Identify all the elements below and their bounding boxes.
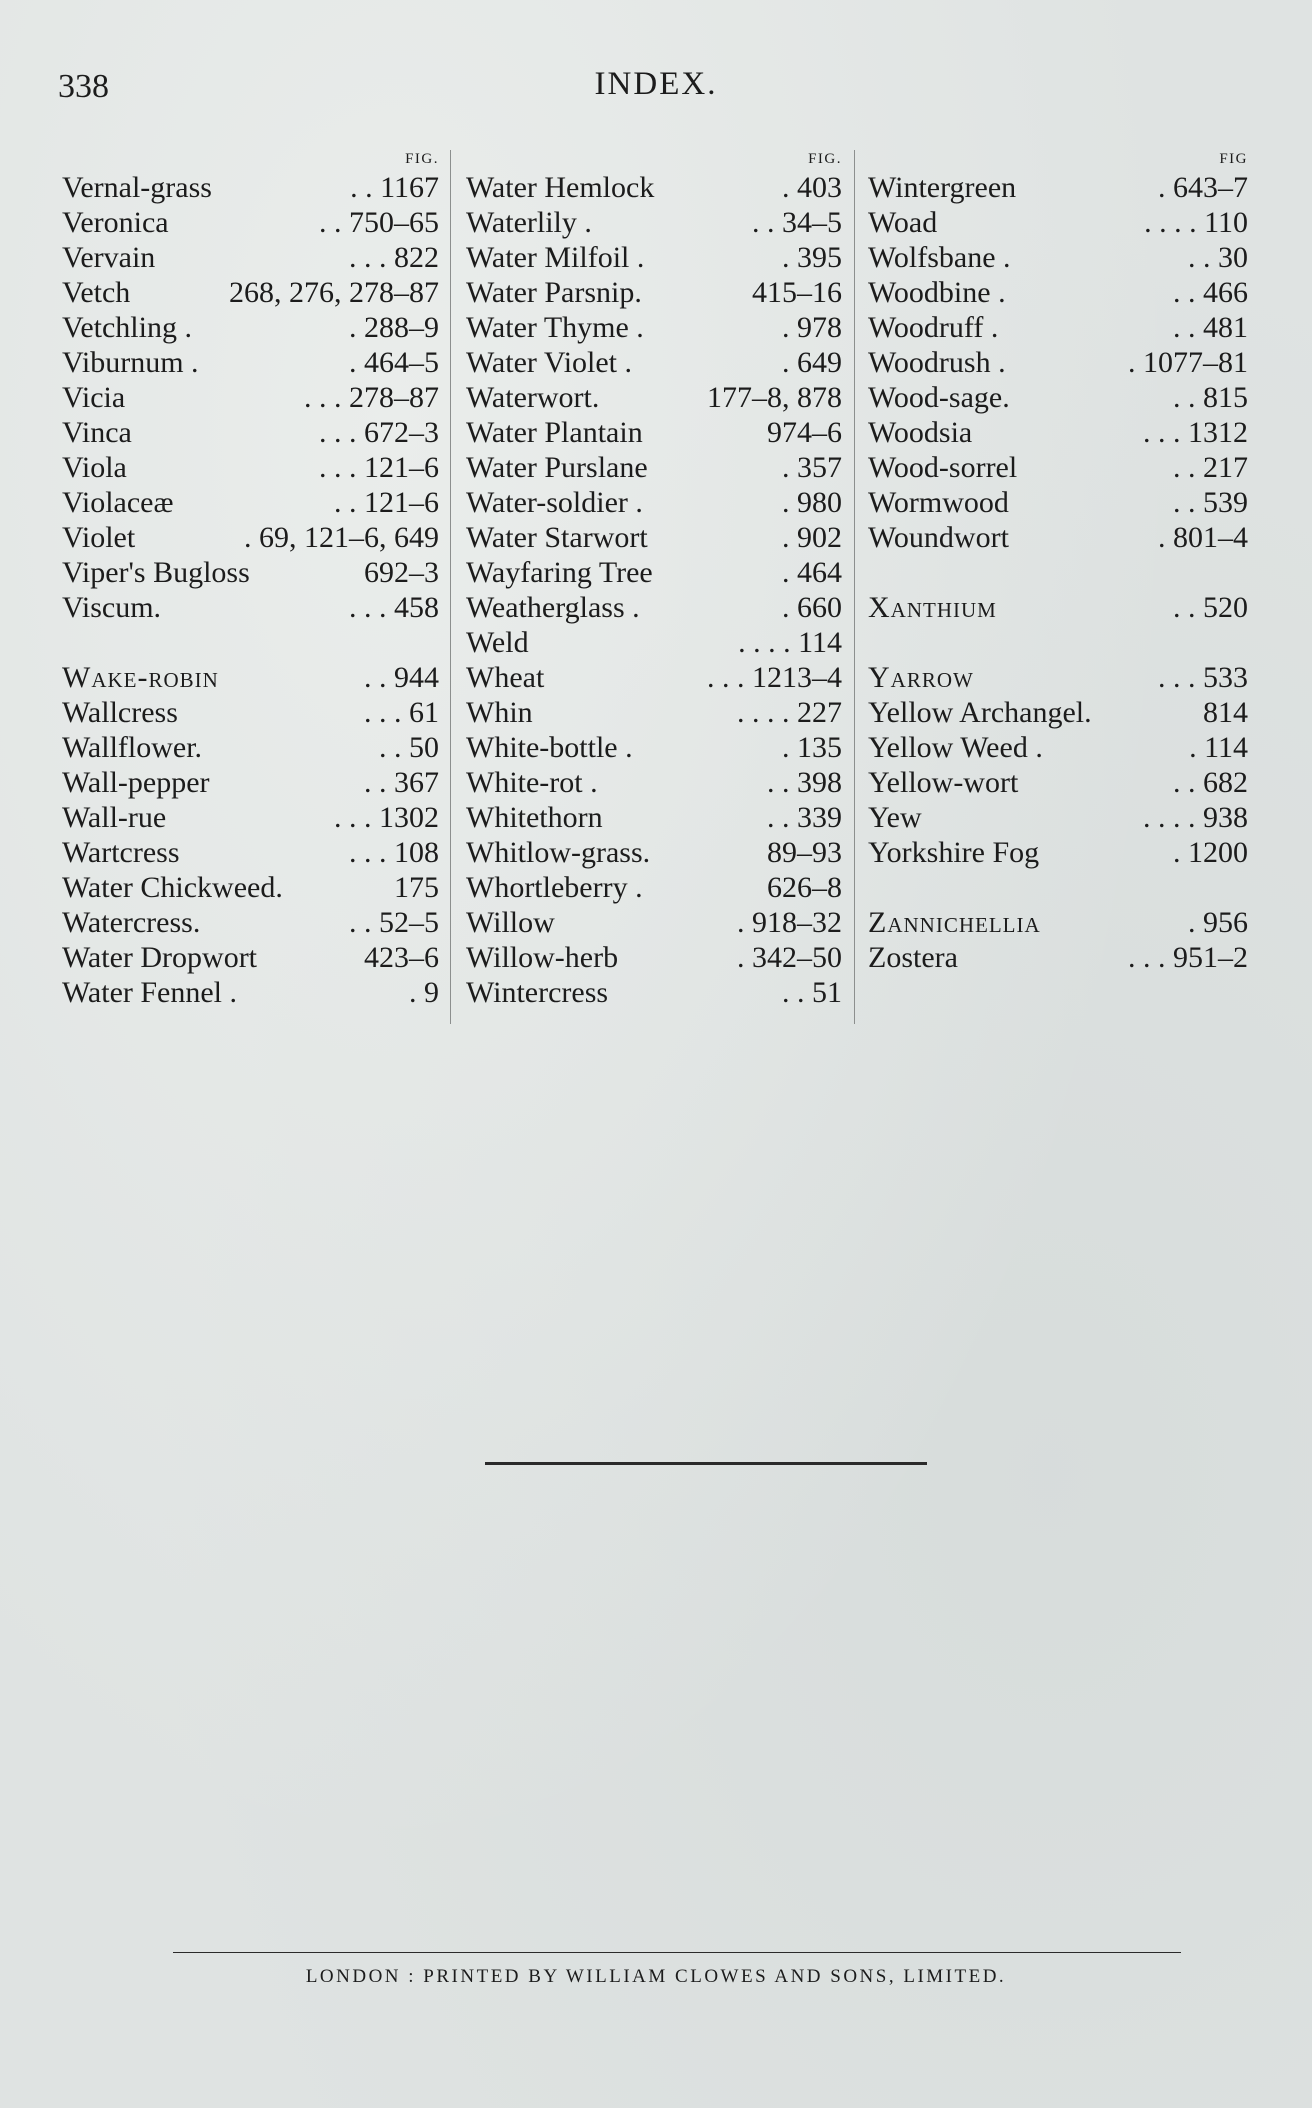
index-entry bbox=[868, 800, 1248, 835]
index-entry bbox=[466, 555, 842, 590]
figure-reference: . . . 1213–4 bbox=[707, 661, 842, 694]
figure-reference: . . 30 bbox=[1188, 241, 1248, 274]
index-entry bbox=[868, 485, 1248, 520]
figure-reference: . . . . 938 bbox=[1143, 801, 1248, 834]
index-term: Wintercress bbox=[466, 976, 609, 1009]
index-entry bbox=[62, 275, 439, 310]
index-entry bbox=[868, 345, 1248, 380]
index-term: White-rot . bbox=[466, 766, 598, 799]
section-gap bbox=[868, 870, 1248, 905]
index-entry bbox=[62, 205, 439, 240]
figure-reference: 175 bbox=[394, 871, 439, 904]
index-term: Yorkshire Fog bbox=[868, 836, 1040, 869]
section-gap bbox=[868, 625, 1248, 660]
figure-reference: . . . 121–6 bbox=[319, 451, 439, 484]
index-entry bbox=[62, 170, 439, 205]
figure-reference: . . 121–6 bbox=[334, 486, 439, 519]
figure-reference: . 464–5 bbox=[349, 346, 439, 379]
figure-reference: . 464 bbox=[782, 556, 842, 589]
index-term: Yellow Archangel. bbox=[868, 696, 1092, 729]
figure-reference: . 1200 bbox=[1173, 836, 1248, 869]
index-entry bbox=[868, 905, 1248, 940]
index-entry bbox=[62, 240, 439, 275]
figure-reference: . 978 bbox=[782, 311, 842, 344]
figure-reference: . 135 bbox=[782, 731, 842, 764]
index-term: Wheat bbox=[466, 661, 545, 694]
column-rule-left bbox=[450, 150, 451, 1024]
index-term: Water Thyme . bbox=[466, 311, 644, 344]
figure-reference: . 956 bbox=[1188, 906, 1248, 939]
index-entry bbox=[466, 485, 842, 520]
index-term: Woad bbox=[868, 206, 938, 239]
index-term: Water Milfoil . bbox=[466, 241, 645, 274]
index-term: Xanthium bbox=[868, 591, 997, 624]
figure-reference: . . 539 bbox=[1173, 486, 1248, 519]
figure-reference: . . 398 bbox=[767, 766, 842, 799]
index-entry bbox=[466, 170, 842, 205]
index-term: Water Fennel . bbox=[62, 976, 238, 1009]
index-term: Veronica bbox=[62, 206, 169, 239]
index-term: Wintergreen bbox=[868, 171, 1017, 204]
index-column-1 bbox=[62, 148, 439, 1010]
index-term: Wake-robin bbox=[62, 661, 219, 694]
figure-reference: 415–16 bbox=[752, 276, 842, 309]
figure-reference: . 649 bbox=[782, 346, 842, 379]
printer-imprint: LONDON : PRINTED BY WILLIAM CLOWES AND SONS, LIMITED. bbox=[305, 1966, 1007, 1987]
index-entry bbox=[466, 625, 842, 660]
index-entry bbox=[466, 205, 842, 240]
figure-reference: . . 466 bbox=[1173, 276, 1248, 309]
figure-reference: . . 750–65 bbox=[319, 206, 439, 239]
index-entry bbox=[62, 555, 439, 590]
index-term: Woodrush . bbox=[868, 346, 1006, 379]
index-term: Whitethorn bbox=[466, 801, 603, 834]
index-term: Wartcress bbox=[62, 836, 180, 869]
figure-reference: . . . 108 bbox=[349, 836, 439, 869]
index-term: Vinca bbox=[62, 416, 132, 449]
figure-reference: . . . . 114 bbox=[738, 626, 842, 659]
figure-reference: . . . 822 bbox=[349, 241, 439, 274]
index-entry bbox=[62, 450, 439, 485]
index-entry bbox=[868, 310, 1248, 345]
index-term: Whitlow-grass. bbox=[466, 836, 651, 869]
index-term: Water Hemlock bbox=[466, 171, 655, 204]
index-term: Water Dropwort bbox=[62, 941, 258, 974]
figure-reference: . . 339 bbox=[767, 801, 842, 834]
index-entry bbox=[62, 695, 439, 730]
page-title: INDEX. bbox=[594, 66, 718, 102]
index-entry bbox=[62, 905, 439, 940]
index-entry bbox=[466, 940, 842, 975]
index-entry bbox=[62, 345, 439, 380]
index-entry bbox=[466, 905, 842, 940]
figure-reference: . . 50 bbox=[379, 731, 439, 764]
index-entry bbox=[868, 275, 1248, 310]
index-entry bbox=[62, 415, 439, 450]
index-term: Zannichellia bbox=[868, 906, 1041, 939]
figure-reference: 692–3 bbox=[364, 556, 439, 589]
index-entry bbox=[868, 590, 1248, 625]
index-term: Yarrow bbox=[868, 661, 974, 694]
index-term: Viper's Bugloss bbox=[62, 556, 250, 589]
figure-reference: 268, 276, 278–87 bbox=[229, 276, 439, 309]
index-entry bbox=[466, 415, 842, 450]
figure-reference: . 643–7 bbox=[1158, 171, 1248, 204]
figure-reference: . . 815 bbox=[1173, 381, 1248, 414]
index-entry bbox=[62, 975, 439, 1010]
index-term: Waterwort. bbox=[466, 381, 600, 414]
figure-reference: . . 34–5 bbox=[752, 206, 842, 239]
figure-reference: . . 481 bbox=[1173, 311, 1248, 344]
index-entry bbox=[466, 590, 842, 625]
figure-reference: . . . 672–3 bbox=[319, 416, 439, 449]
index-entry bbox=[466, 835, 842, 870]
index-entry bbox=[868, 835, 1248, 870]
figure-reference: . . . 951–2 bbox=[1128, 941, 1248, 974]
index-term: Zostera bbox=[868, 941, 958, 974]
figure-reference: . 288–9 bbox=[349, 311, 439, 344]
index-entry bbox=[466, 240, 842, 275]
figure-reference: . . 682 bbox=[1173, 766, 1248, 799]
index-entry bbox=[62, 590, 439, 625]
index-entry bbox=[466, 730, 842, 765]
figure-reference: . . . 458 bbox=[349, 591, 439, 624]
index-term: Willow bbox=[466, 906, 555, 939]
index-entry bbox=[62, 520, 439, 555]
figure-reference: . 801–4 bbox=[1158, 521, 1248, 554]
section-gap bbox=[868, 555, 1248, 590]
index-entry bbox=[868, 450, 1248, 485]
index-entry bbox=[62, 380, 439, 415]
column-rule-right bbox=[854, 150, 855, 1024]
index-entry bbox=[62, 940, 439, 975]
index-term: Woodbine . bbox=[868, 276, 1006, 309]
index-term: Wayfaring Tree bbox=[466, 556, 653, 589]
index-term: Weld bbox=[466, 626, 529, 659]
index-term: Viola bbox=[62, 451, 127, 484]
index-term: Vetch bbox=[62, 276, 131, 309]
index-entry bbox=[868, 240, 1248, 275]
index-term: Watercress. bbox=[62, 906, 201, 939]
figure-reference: . . 944 bbox=[364, 661, 439, 694]
figure-reference: . 902 bbox=[782, 521, 842, 554]
figure-reference: . 980 bbox=[782, 486, 842, 519]
index-entry bbox=[466, 520, 842, 555]
index-entry bbox=[868, 380, 1248, 415]
figure-reference: . 660 bbox=[782, 591, 842, 624]
index-entry bbox=[466, 975, 842, 1010]
figure-reference: . 69, 121–6, 649 bbox=[244, 521, 439, 554]
index-term: Water-soldier . bbox=[466, 486, 643, 519]
index-term: Wallflower. bbox=[62, 731, 203, 764]
figure-reference: . 342–50 bbox=[737, 941, 842, 974]
index-term: Weatherglass . bbox=[466, 591, 640, 624]
index-term: Water Chickweed. bbox=[62, 871, 283, 904]
figure-reference: . 9 bbox=[409, 976, 439, 1009]
index-entry bbox=[62, 835, 439, 870]
figure-reference: . . . . 227 bbox=[737, 696, 842, 729]
figure-reference: 89–93 bbox=[767, 836, 842, 869]
index-entry bbox=[466, 345, 842, 380]
index-entry bbox=[466, 380, 842, 415]
index-entry bbox=[62, 765, 439, 800]
index-term: Violet bbox=[62, 521, 136, 554]
figure-reference: . . 51 bbox=[782, 976, 842, 1009]
footer-rule bbox=[173, 1952, 1181, 1953]
figure-reference: . . . 61 bbox=[364, 696, 439, 729]
index-entry bbox=[62, 485, 439, 520]
figure-reference: 814 bbox=[1203, 696, 1248, 729]
index-entry bbox=[466, 800, 842, 835]
index-entry bbox=[466, 660, 842, 695]
index-column-3 bbox=[868, 148, 1248, 975]
index-term: Wormwood bbox=[868, 486, 1009, 519]
section-gap bbox=[62, 625, 439, 660]
index-term: Yew bbox=[868, 801, 922, 834]
figure-reference: . . 520 bbox=[1173, 591, 1248, 624]
index-term: Vervain bbox=[62, 241, 156, 274]
figure-reference: 626–8 bbox=[767, 871, 842, 904]
index-entry bbox=[466, 870, 842, 905]
index-term: Water Plantain bbox=[466, 416, 643, 449]
fig-column-label: FIG. bbox=[405, 151, 439, 167]
index-term: White-bottle . bbox=[466, 731, 633, 764]
index-term: Water Violet . bbox=[466, 346, 633, 379]
index-entry bbox=[868, 170, 1248, 205]
index-entry bbox=[466, 695, 842, 730]
index-term: Woundwort bbox=[868, 521, 1009, 554]
index-entry bbox=[466, 310, 842, 345]
index-term: Wall-rue bbox=[62, 801, 167, 834]
figure-reference: . . . 1302 bbox=[334, 801, 439, 834]
index-term: Viscum. bbox=[62, 591, 162, 624]
index-entry bbox=[868, 660, 1248, 695]
index-term: Vicia bbox=[62, 381, 126, 414]
index-term: Wolfsbane . bbox=[868, 241, 1011, 274]
figure-reference: . . . 533 bbox=[1158, 661, 1248, 694]
index-entry bbox=[868, 205, 1248, 240]
figure-reference: 423–6 bbox=[364, 941, 439, 974]
index-term: Woodsia bbox=[868, 416, 973, 449]
index-entry bbox=[868, 940, 1248, 975]
index-term: Wall-pepper bbox=[62, 766, 210, 799]
end-rule bbox=[485, 1462, 927, 1465]
index-entry bbox=[466, 275, 842, 310]
index-entry bbox=[868, 695, 1248, 730]
index-entry bbox=[62, 730, 439, 765]
fig-column-label: FIG bbox=[1219, 151, 1248, 167]
index-term: Viburnum . bbox=[62, 346, 199, 379]
figure-reference: . 918–32 bbox=[737, 906, 842, 939]
index-term: Waterlily . bbox=[466, 206, 592, 239]
figure-reference: . . 367 bbox=[364, 766, 439, 799]
figure-reference: . . 217 bbox=[1173, 451, 1248, 484]
index-column-2 bbox=[466, 148, 842, 1010]
figure-reference: . 395 bbox=[782, 241, 842, 274]
figure-reference: . . 52–5 bbox=[349, 906, 439, 939]
index-entry bbox=[466, 765, 842, 800]
index-entry bbox=[868, 520, 1248, 555]
figure-reference: . 114 bbox=[1189, 731, 1248, 764]
index-term: Water Purslane bbox=[466, 451, 648, 484]
index-entry bbox=[62, 660, 439, 695]
index-term: Whin bbox=[466, 696, 533, 729]
figure-reference: . 1077–81 bbox=[1128, 346, 1248, 379]
fig-column-label: FIG. bbox=[808, 151, 842, 167]
index-term: Vernal-grass bbox=[62, 171, 212, 204]
index-entry bbox=[62, 870, 439, 905]
index-term: Willow-herb bbox=[466, 941, 619, 974]
index-term: Whortleberry . bbox=[466, 871, 643, 904]
figure-reference: . . . 1312 bbox=[1143, 416, 1248, 449]
index-entry bbox=[466, 450, 842, 485]
figure-reference: . 403 bbox=[782, 171, 842, 204]
index-term: Violaceæ bbox=[62, 486, 174, 519]
figure-reference: . . 1167 bbox=[350, 171, 439, 204]
index-term: Wood-sage. bbox=[868, 381, 1010, 414]
index-entry bbox=[868, 730, 1248, 765]
index-term: Water Parsnip. bbox=[466, 276, 642, 309]
figure-reference: . 357 bbox=[782, 451, 842, 484]
index-term: Yellow Weed . bbox=[868, 731, 1043, 764]
index-entry bbox=[868, 415, 1248, 450]
index-entry bbox=[62, 310, 439, 345]
index-term: Vetchling . bbox=[62, 311, 192, 344]
index-term: Water Starwort bbox=[466, 521, 648, 554]
index-term: Yellow-wort bbox=[868, 766, 1019, 799]
figure-reference: 177–8, 878 bbox=[707, 381, 842, 414]
figure-reference: 974–6 bbox=[767, 416, 842, 449]
figure-reference: . . . 278–87 bbox=[304, 381, 439, 414]
index-term: Woodruff . bbox=[868, 311, 999, 344]
figure-reference: . . . . 110 bbox=[1144, 206, 1248, 239]
index-term: Wallcress bbox=[62, 696, 178, 729]
page-number: 338 bbox=[58, 68, 109, 105]
index-entry bbox=[868, 765, 1248, 800]
index-entry bbox=[62, 800, 439, 835]
index-term: Wood-sorrel bbox=[868, 451, 1018, 484]
